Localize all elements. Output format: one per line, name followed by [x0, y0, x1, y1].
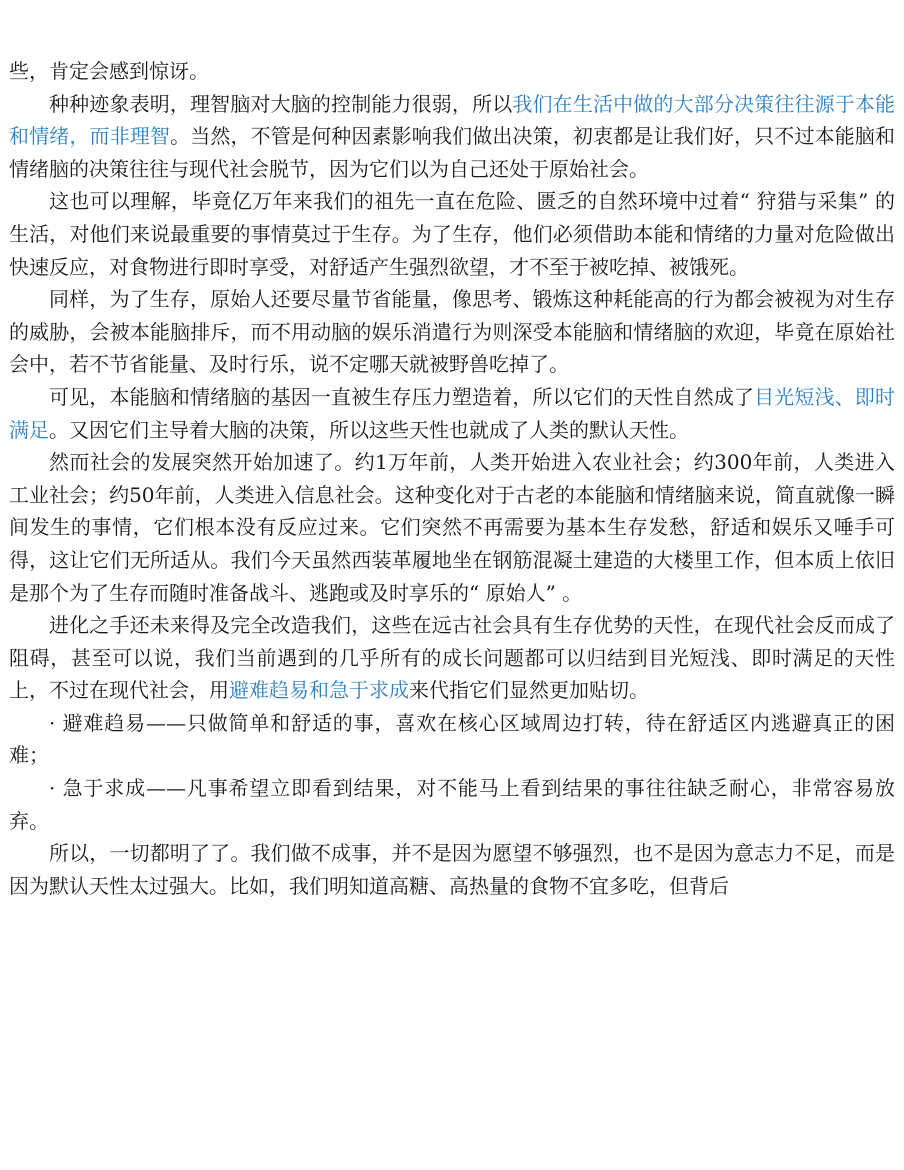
highlighted-text: 避难趋易和急于求成: [229, 678, 409, 703]
text-segment: 所以，一切都明了了。我们做不成事，并不是因为愿望不够强烈，也不是因为意志力不足，而是因为默认天性太过强大。比如，我们明知道高糖、高热量的食物不宜多吃，但背后: [9, 841, 895, 898]
text-segment: 然而社会的发展突然开始加速了。约1万年前，人类开始进入农业社会；约300年前，人类进入工业社会；约50年前，人类进入信息社会。这种变化对于古老的本能脑和情绪脑来说，简直就像一瞬间发生的事情，它们根本没有反应过来。它们突然不再需要为基本生存发愁，舒适和娱乐又唾手可得，这让它们无所适从。我们今天虽然西装革履地坐在钢筋混凝土建造的大楼里工作，但本质上依旧是那个为了生存而随时准备战斗、逃跑或及时享乐的“ 原始人” 。: [9, 450, 895, 605]
paragraph: [9, 837, 895, 902]
document-page: [9, 55, 895, 902]
text-segment: 可见，本能脑和情绪脑的基因一直被生存压力塑造着，所以它们的天性自然成了: [49, 384, 755, 409]
paragraph: [9, 772, 895, 837]
paragraph: [9, 283, 895, 381]
text-segment: · 避难趋易——只做简单和舒适的事，喜欢在核心区域周边打转，待在舒适区内逃避真正的困难；: [9, 710, 895, 768]
text-segment: · 急于求成——凡事希望立即看到结果，对不能马上看到结果的事往往缺乏耐心，非常容易放弃。: [9, 776, 895, 833]
paragraph: [9, 55, 895, 88]
paragraph: [9, 609, 895, 707]
text-segment: 种种迹象表明，理智脑对大脑的控制能力很弱，所以: [49, 91, 513, 116]
paragraph: [9, 707, 895, 772]
text-segment: 些，肯定会感到惊讶。: [9, 59, 209, 83]
text-segment: 来代指它们显然更加贴切。: [409, 678, 649, 703]
paragraph: [9, 185, 895, 283]
paragraph: [9, 381, 895, 446]
text-segment: 同样，为了生存，原始人还要尽量节省能量，像思考、锻炼这种耗能高的行为都会被视为对生存的威胁，会被本能脑排斥，而不用动脑的娱乐消遣行为则深受本能脑和情绪脑的欢迎，毕竟在原始社会中，若不节省能量、及时行乐，说不定哪天就被野兽吃掉了。: [9, 287, 895, 377]
text-segment: 。又因它们主导着大脑的决策，所以这些天性也就成了人类的默认天性。: [49, 417, 689, 442]
paragraph: [9, 88, 895, 186]
text-segment: 进化之手还未来得及完全改造我们，这些在远古社会具有生存优势的天性，在现代社会反而成了阻碍，甚至可以说，我们当前遇到的几乎所有的成长问题都可以归结到目光短浅、即时满足的天性上，不过在现代社会，用: [9, 613, 895, 703]
highlighted-text: 目光短浅、即时满足: [9, 384, 896, 442]
text-segment: 这也可以理解，毕竟亿万年来我们的祖先一直在危险、匮乏的自然环境中过着“ 狩猎与采集” 的生活，对他们来说最重要的事情莫过于生存。为了生存，他们必须借助本能和情绪的力量对危险做出快速反应，对食物进行即时享受，对舒适产生强烈欲望，才不至于被吃掉、被饿死。: [9, 189, 895, 279]
highlighted-text: 我们在生活中做的大部分决策往往源于本能和情绪，而非理智: [9, 91, 896, 149]
text-segment: 。当然，不管是何种因素影响我们做出决策，初衷都是让我们好，只不过本能脑和情绪脑的决策往往与现代社会脱节，因为它们以为自己还处于原始社会。: [9, 124, 896, 181]
paragraph: [9, 446, 895, 609]
